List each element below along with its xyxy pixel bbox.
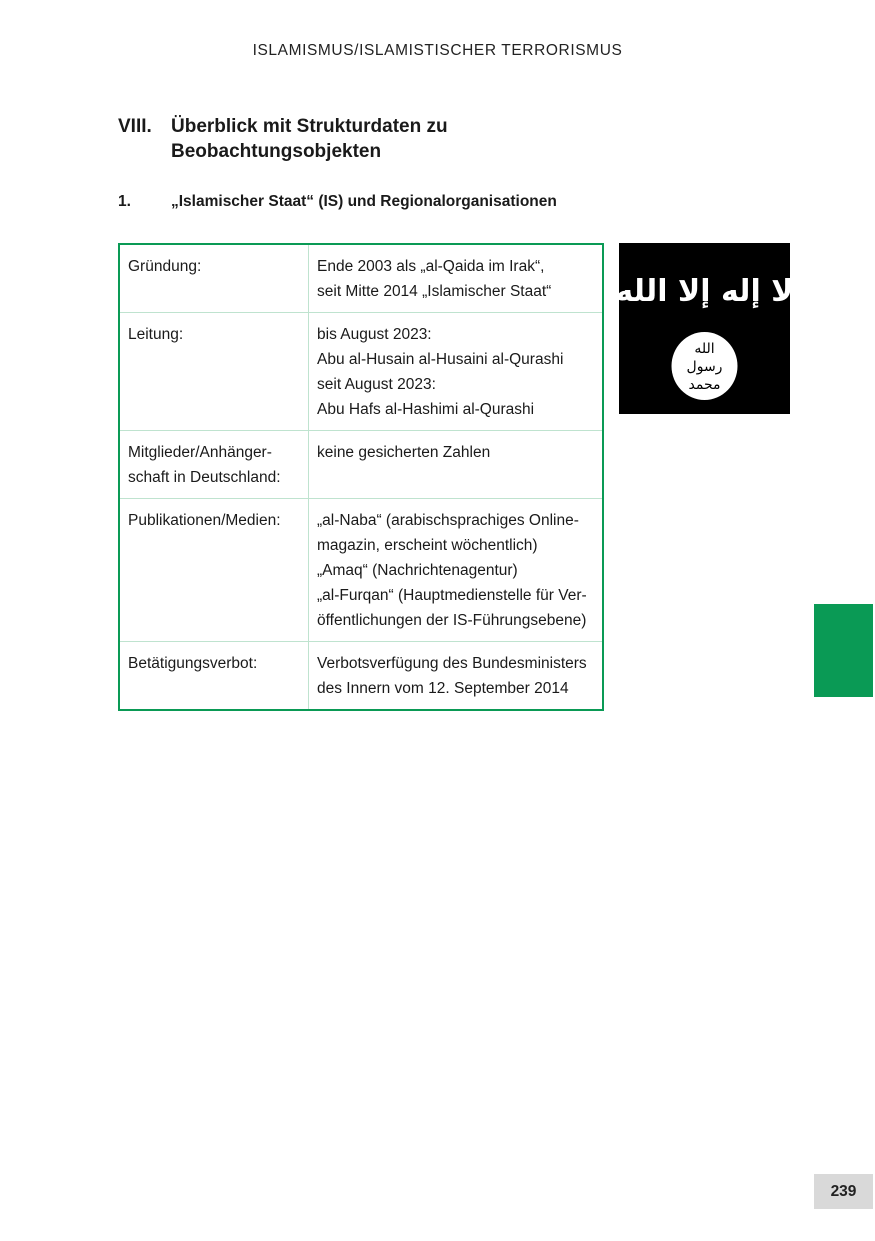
chapter-tab-marker bbox=[814, 604, 873, 697]
row-label bbox=[119, 642, 309, 711]
value-line: des Innern vom 12. September 2014 bbox=[317, 680, 569, 697]
structure-data-table bbox=[118, 243, 604, 711]
table-row bbox=[119, 244, 603, 313]
value-line: „Amaq“ (Nachrichtenagentur) bbox=[317, 562, 518, 579]
value-line: Abu al-Husain al-Husaini al-Qurashi bbox=[317, 351, 564, 368]
label-line: schaft in Deutschland: bbox=[128, 469, 281, 486]
section-number: 1. bbox=[118, 193, 131, 210]
label-line: Betätigungsverbot: bbox=[128, 655, 258, 672]
label-line: Mitglieder/Anhänger- bbox=[128, 444, 272, 461]
label-line: Leitung: bbox=[128, 326, 184, 343]
value-line: Abu Hafs al-Hashimi al-Qurashi bbox=[317, 401, 535, 418]
value-line: keine gesicherten Zahlen bbox=[317, 444, 491, 461]
value-line: „al-Naba“ (arabischsprachiges Online- bbox=[317, 512, 579, 529]
value-line: „al-Furqan“ (Hauptmedienstelle für Ver- bbox=[317, 587, 587, 604]
row-value bbox=[309, 499, 604, 642]
page-number: 239 bbox=[814, 1174, 873, 1209]
value-line: seit August 2023: bbox=[317, 376, 436, 393]
value-line: öffentlichungen der IS-Führungsebene) bbox=[317, 612, 587, 629]
chapter-title-line: Überblick mit Strukturdaten zu bbox=[171, 116, 448, 137]
section-title: „Islamischer Staat“ (IS) und Regionalorganisationen bbox=[171, 193, 557, 210]
row-label bbox=[119, 431, 309, 499]
row-label bbox=[119, 244, 309, 313]
running-header: ISLAMISMUS/ISLAMISTISCHER TERRORISMUS bbox=[252, 42, 623, 59]
label-line: Publikationen/Medien: bbox=[128, 512, 281, 529]
label-line: Gründung: bbox=[128, 258, 202, 275]
row-label bbox=[119, 313, 309, 431]
value-line: seit Mitte 2014 „Islamischer Staat“ bbox=[317, 283, 552, 300]
flag-seal-text: الله bbox=[694, 341, 715, 357]
chapter-title-line: Beobachtungsobjekten bbox=[171, 141, 382, 162]
row-value bbox=[309, 431, 604, 499]
row-label bbox=[119, 499, 309, 642]
table-row bbox=[119, 313, 603, 431]
table-row bbox=[119, 431, 603, 499]
flag-seal-text: محمد bbox=[688, 377, 721, 393]
organization-flag-image bbox=[619, 243, 790, 414]
flag-seal-text: رسول bbox=[686, 359, 723, 375]
table-row bbox=[119, 499, 603, 642]
flag-top-script: لا إله إلا الله bbox=[619, 274, 790, 309]
row-value bbox=[309, 313, 604, 431]
value-line: Ende 2003 als „al-Qaida im Irak“, bbox=[317, 258, 545, 275]
row-value bbox=[309, 244, 604, 313]
row-value bbox=[309, 642, 604, 711]
chapter-number: VIII. bbox=[118, 116, 152, 137]
value-line: bis August 2023: bbox=[317, 326, 432, 343]
flag-graphic bbox=[619, 243, 790, 414]
value-line: magazin, erscheint wöchentlich) bbox=[317, 537, 538, 554]
value-line: Verbotsverfügung des Bundesministers bbox=[317, 655, 587, 672]
table-row bbox=[119, 642, 603, 711]
chapter-title bbox=[171, 114, 571, 164]
